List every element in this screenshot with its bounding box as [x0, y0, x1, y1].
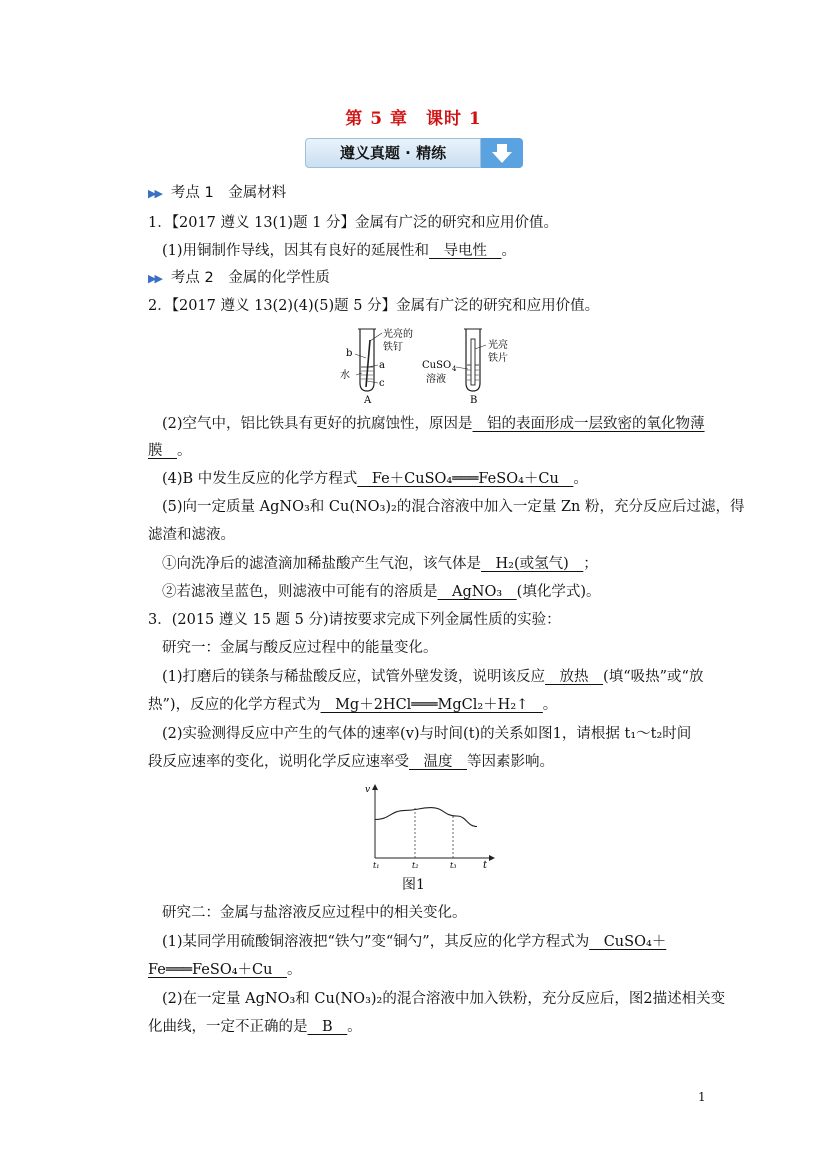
fig-label: 铁片 — [488, 353, 508, 364]
fig-label: B — [470, 395, 478, 405]
figure-1-caption: 图1 — [402, 877, 425, 893]
answer-blank: __B__ — [307, 1019, 348, 1035]
q3-study2: 研究二：金属与盐溶液反应过程中的相关变化。 — [162, 905, 467, 921]
x-axis-arrow — [489, 855, 495, 861]
x-tick-label: t₂ — [412, 861, 419, 870]
q3-part1-line1: (1)打磨后的镁条与稀盐酸反应，试管外壁发烫，说明该反应__放热__(填“吸热”或“放 — [162, 669, 704, 685]
q2-part5-line2: 滤渣和滤液。 — [148, 527, 235, 543]
answer-blank: __H₂(或氢气)__ — [481, 556, 584, 572]
q3-s2-part1-line1: (1)某同学用硫酸铜溶液把“铁勺”变“铜勺”，其反应的化学方程式为__CuSO₄＋ — [162, 934, 667, 950]
fig-label: 4 — [452, 365, 457, 373]
answer-blank: __Mg＋2HCl═══MgCl₂＋H₂↑__ — [320, 697, 543, 713]
rate-curve — [375, 808, 477, 827]
answer-blank: 膜__ — [148, 443, 177, 459]
answer-blank: __温度__ — [409, 754, 467, 770]
answer-blank: __AgNO₃__ — [437, 584, 517, 600]
q3-part2-line1: (2)实验测得反应中产生的气体的速率(v)与时间(t)的关系如图1，请根据 t₁～t₂时间 — [162, 726, 692, 742]
fig-label: 溶液 — [426, 374, 446, 385]
test-tube-b — [422, 329, 508, 405]
q2-part2-line1: (2)空气中，铝比铁具有更好的抗腐蚀性，原因是__铝的表面形成一层致密的氧化物薄 — [162, 416, 705, 432]
q3-s2-part2-line2: 化曲线，一定不正确的是__B__。 — [148, 1019, 362, 1035]
answer-blank: __CuSO₄＋ — [589, 934, 667, 950]
q2-part4: (4)B 中发生反应的化学方程式__Fe＋CuSO₄═══FeSO₄＋Cu__。 — [162, 471, 588, 487]
q3-s2-part1-line2: Fe═══FeSO₄＋Cu__。 — [148, 962, 302, 978]
answer-blank: __Fe＋CuSO₄═══FeSO₄＋Cu__ — [357, 471, 574, 487]
arrow-down-icon — [481, 138, 523, 168]
figure-1-chart — [355, 780, 495, 870]
answer-blank: Fe═══FeSO₄＋Cu__ — [148, 962, 287, 978]
fig-label: c — [379, 378, 385, 389]
q3-part1-line2: 热”)，反应的化学方程式为__Mg＋2HCl═══MgCl₂＋H₂↑__。 — [148, 697, 558, 713]
y-axis-arrow — [372, 784, 378, 790]
section-heading-kp2: ▶▶ 考点 2 金属的化学性质 — [148, 270, 330, 286]
fig-label: CuSO — [422, 360, 452, 371]
q2-part5a: ①向洗净后的滤渣滴加稀盐酸产生气泡，该气体是__H₂(或氢气)__； — [162, 556, 598, 572]
q2-part5b: ②若滤液呈蓝色，则滤液中可能有的溶质是__AgNO₃__(填化学式)。 — [162, 584, 601, 600]
x-tick-label: t₃ — [450, 861, 457, 870]
x-tick-label: t₁ — [373, 861, 380, 870]
q1-part1: (1)用铜制作导线，因其有良好的延展性和__导电性__。 — [162, 243, 517, 259]
fig-label: a — [379, 360, 385, 371]
q3-s2-part2-line1: (2)在一定量 AgNO₃和 Cu(NO₃)₂的混合溶液中加入铁粉，充分反应后，图2描述相关变 — [162, 991, 726, 1007]
q2-part2-line2: 膜__。 — [148, 443, 192, 459]
fig-label: 光亮 — [488, 340, 508, 351]
double-triangle-icon: ▶▶ — [148, 187, 161, 200]
y-axis-label: v — [365, 785, 371, 795]
answer-blank: __铝的表面形成一层致密的氧化物薄 — [472, 416, 705, 432]
answer-blank: __放热__ — [545, 669, 604, 685]
page-title: 第 5 章 课时 1 — [345, 109, 482, 129]
answer-blank: __导电性__ — [429, 243, 502, 259]
q2-part5-line1: (5)向一定质量 AgNO₃和 Cu(NO₃)₂的混合溶液中加入一定量 Zn 粉，充分反应后过滤，得 — [162, 499, 745, 515]
fig-label: A — [364, 395, 372, 405]
q1-stem: 1．【2017 遵义 13(1)题 1 分】金属有广泛的研究和应用价值。 — [148, 215, 559, 231]
banner-label: 遵义真题 · 精练 — [305, 138, 481, 168]
q3-study1: 研究一：金属与酸反应过程中的能量变化。 — [162, 640, 438, 656]
fig-label: 光亮的 — [383, 329, 413, 340]
q2-stem: 2．【2017 遵义 13(2)(4)(5)题 5 分】金属有广泛的研究和应用价值。 — [148, 298, 600, 314]
test-tube-figure — [330, 325, 530, 405]
q3-part2-line2: 段反应速率的变化，说明化学反应速率受__温度__等因素影响。 — [148, 754, 554, 770]
double-triangle-icon: ▶▶ — [148, 272, 161, 285]
fig-label: 铁钉 — [383, 342, 403, 353]
test-tube-a — [340, 327, 413, 405]
x-axis-label: t — [483, 860, 488, 870]
fig-label: b — [346, 348, 353, 359]
page-number: 1 — [698, 1090, 706, 1104]
section-banner — [305, 138, 523, 168]
fig-label: 水 — [340, 370, 350, 381]
q3-stem: 3．(2015 遵义 15 题 5 分)请按要求完成下列金属性质的实验： — [148, 612, 561, 628]
section-heading-kp1: ▶▶ 考点 1 金属材料 — [148, 185, 287, 201]
